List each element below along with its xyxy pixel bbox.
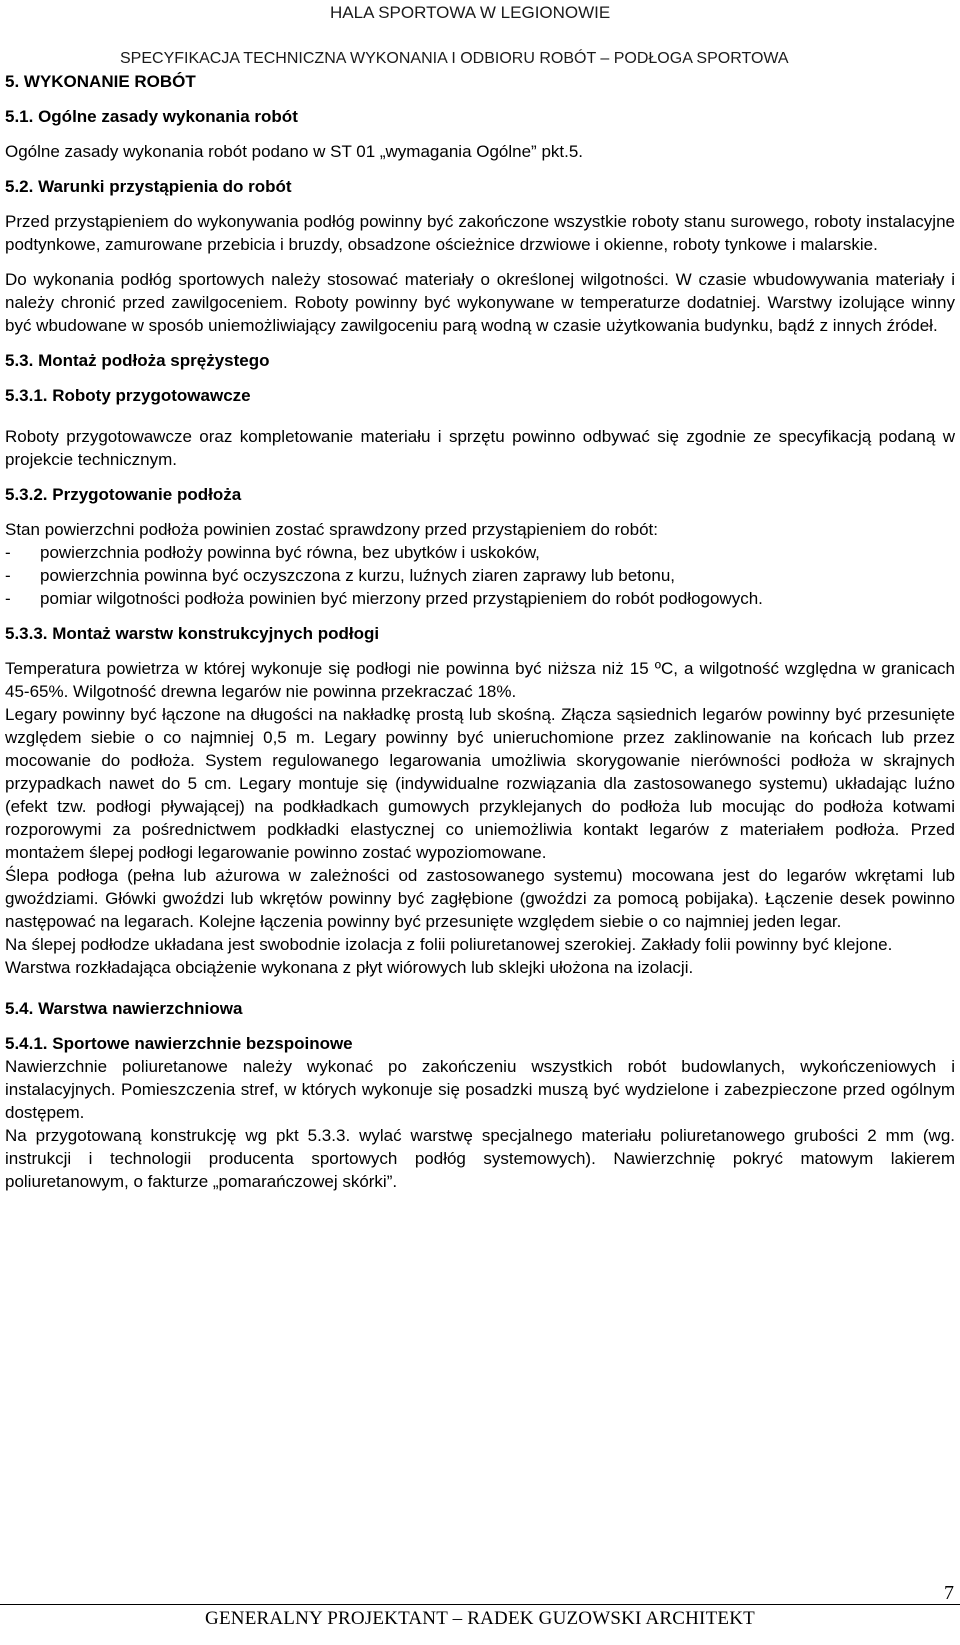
section-heading: 5.3.3. Montaż warstw konstrukcyjnych podłogi [5, 624, 380, 643]
list-item: - powierzchnia podłoży powinna być równa, bez ubytków i uskoków, [5, 543, 540, 562]
footer-text: GENERALNY PROJEKTANT – RADEK GUZOWSKI ARCHITEKT [205, 1608, 755, 1629]
list-item: - pomiar wilgotności podłoża powinien być mierzony przed przystąpieniem do robót podłogowych. [5, 589, 763, 608]
section-heading: 5.2. Warunki przystąpienia do robót [5, 177, 292, 196]
header-title: HALA SPORTOWA W LEGIONOWIE [330, 3, 611, 22]
paragraph: Roboty przygotowawcze oraz kompletowanie materiału i sprzętu powinno odbywać się zgodnie ze specyfikacją podaną w projekcie technicznym. [5, 427, 955, 469]
header-subtitle: SPECYFIKACJA TECHNICZNA WYKONANIA I ODBIORU ROBÓT – PODŁOGA SPORTOWA [120, 50, 789, 67]
document-body [5, 70, 955, 1193]
list-item: - powierzchnia powinna być oczyszczona z kurzu, luźnych ziaren zaprawy lub betonu, [5, 566, 675, 585]
paragraph: Legary powinny być łączone na długości na nakładkę prostą lub skośną. Złącza sąsiednich legarów powinny być przesunięte względem siebie o co najmniej 0,5 m. Legary powinny być unieruchomione przez zaklinowanie na końcach lub przez mocowanie do podłoża. System regulowanego legarowania umożliwia skorygowanie nierówności podłoża w skrajnych przypadkach nawet do 5 cm. Legary montuje się (indywidualne rozwiązania dla zastosowanego systemu) układając luźno (efekt tzw. podłogi pływającej) na podkładkach gumowych przyklejanych do podłoża lub mocując do podłoża kotwami rozporowymi za pośrednictwem podkładki elastycznej co uniemożliwia kontakt legarów z materiałem podłoża. Przed montażem ślepej podłogi legarowanie powinno zostać wypoziomowane. [5, 705, 955, 862]
paragraph: Na przygotowaną konstrukcję wg pkt 5.3.3. wylać warstwę specjalnego materiału poliuretanowego grubości 2 mm (wg. instrukcji i technologii producenta sportowych podłóg systemowych). Nawierzchnię pokryć matowym lakierem poliuretanowym, o fakturze „pomarańczowej skórki”. [5, 1126, 955, 1191]
section-heading: 5.3.1. Roboty przygotowawcze [5, 386, 251, 405]
section-heading: 5. WYKONANIE ROBÓT [5, 72, 196, 91]
paragraph: Na ślepej podłodze układana jest swobodnie izolacja z folii poliuretanowej szerokiej. Zakłady folii powinny być klejone. [5, 935, 893, 954]
paragraph: Temperatura powietrza w której wykonuje się podłogi nie powinna być niższa niż 15 ºC, a wilgotność względna w granicach 45-65%. Wilgotność drewna legarów nie powinna przekraczać 18%. [5, 659, 955, 701]
section-heading: 5.1. Ogólne zasady wykonania robót [5, 107, 298, 126]
paragraph: Do wykonania podłóg sportowych należy stosować materiały o określonej wilgotności. W czasie wbudowywania materiały i należy chronić przed zawilgoceniem. Roboty powinny być wykonywane w temperaturze dodatniej. Warstwy izolujące winny być wbudowane w sposób uniemożliwiający zawilgoceniu parą wodną w czasie użytkowania budynku, bądź z innych źródeł. [5, 270, 955, 335]
footer-divider [0, 1604, 960, 1605]
section-heading: 5.3.2. Przygotowanie podłoża [5, 485, 242, 504]
paragraph: Stan powierzchni podłoża powinien zostać sprawdzony przed przystąpieniem do robót: [5, 520, 658, 539]
paragraph: Przed przystąpieniem do wykonywania podłóg powinny być zakończone wszystkie roboty stanu surowego, roboty instalacyjne podtynkowe, zamurowane przebicia i bruzdy, obsadzone ościeżnice drzwiowe i okienne, roboty tynkowe i malarskie. [5, 212, 955, 254]
paragraph: Warstwa rozkładająca obciążenie wykonana z płyt wiórowych lub sklejki ułożona na izolacji. [5, 958, 694, 977]
page-number: 7 [944, 1582, 954, 1604]
section-heading: 5.4. Warstwa nawierzchniowa [5, 999, 243, 1018]
section-heading: 5.4.1. Sportowe nawierzchnie bezspoinowe [5, 1034, 353, 1053]
section-heading: 5.3. Montaż podłoża sprężystego [5, 351, 270, 370]
paragraph: Ślepa podłoga (pełna lub ażurowa w zależności od zastosowanego systemu) mocowana jest do legarów wkrętami lub gwoździami. Główki gwoździ lub wkrętów powinny być zagłębione (gwoździ za pomocą pobijaka). Łączenie desek powinno następować na legarach. Kolejne łączenia powinny być przesunięte względem siebie o co najmniej jeden legar. [5, 866, 955, 931]
paragraph: Ogólne zasady wykonania robót podano w ST 01 „wymagania Ogólne” pkt.5. [5, 142, 584, 161]
paragraph: Nawierzchnie poliuretanowe należy wykonać po zakończeniu wszystkich robót budowlanych, wykończeniowych i instalacyjnych. Pomieszczenia stref, w których wykonuje się posadzki muszą być wydzielone i zabezpieczone przed ogólnym dostępem. [5, 1057, 955, 1122]
